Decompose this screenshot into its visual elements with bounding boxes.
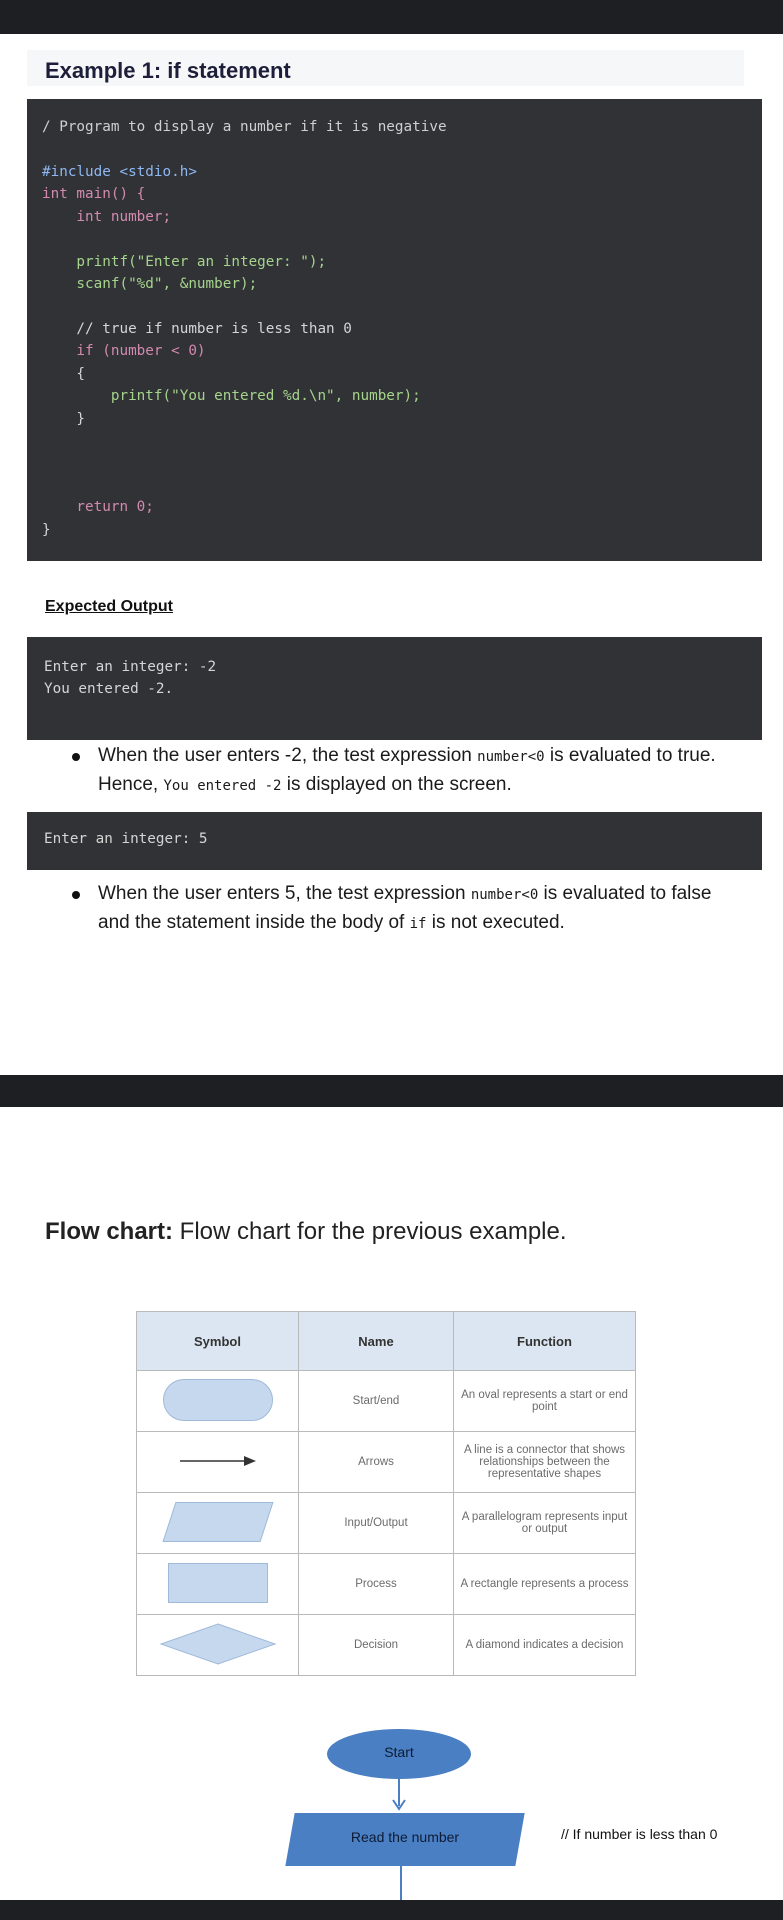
symbol-name: Process — [299, 1554, 454, 1615]
symbol-function: A line is a connector that shows relationships between the representative shapes — [454, 1432, 636, 1493]
bottom-bar — [0, 1900, 783, 1920]
output-line: Enter an integer: 5 — [44, 831, 208, 847]
symbol-function: An oval represents a start or end point — [454, 1371, 636, 1432]
symbol-name: Decision — [299, 1615, 454, 1676]
column-header: Name — [299, 1312, 454, 1371]
code-line: if (number < 0) — [42, 343, 206, 359]
code-line: } — [42, 522, 51, 538]
flowchart-read-label: Read the number — [350, 1829, 460, 1845]
symbol-function: A parallelogram represents input or output — [454, 1493, 636, 1554]
page-title: Example 1: if statement — [45, 58, 291, 83]
inline-code: You entered -2 — [163, 778, 282, 794]
list-item: When the user enters 5, the test expression number<0 is evaluated to false and the statement inside the body of if is not executed. — [98, 880, 738, 938]
symbol-function: A diamond indicates a decision — [454, 1615, 636, 1676]
symbol-name: Arrows — [299, 1432, 454, 1493]
inline-code: number<0 — [470, 887, 539, 903]
code-line: } — [42, 411, 86, 427]
flowchart-read-node — [290, 1813, 520, 1866]
output-line: Enter an integer: -2 — [44, 659, 217, 675]
code-line: / Program to display a number if it is negative — [42, 119, 447, 135]
code-line: printf("You entered %d.\n", number); — [42, 388, 421, 404]
symbol-name: Input/Output — [299, 1493, 454, 1554]
flow-chart-heading: Flow chart: Flow chart for the previous example. — [45, 1218, 567, 1245]
code-line: int main() { — [42, 186, 146, 202]
symbol-name: Start/end — [299, 1371, 454, 1432]
inline-code: if — [409, 916, 427, 932]
code-line: { — [42, 366, 86, 382]
code-line: scanf("%d", &number); — [42, 276, 258, 292]
code-line: return 0; — [42, 499, 154, 515]
column-header: Function — [454, 1312, 636, 1371]
code-line: printf("Enter an integer: "); — [42, 254, 327, 270]
inline-code: number<0 — [477, 749, 545, 765]
flowchart-start-node: Start — [327, 1729, 471, 1779]
list-item: When the user enters -2, the test expression number<0 is evaluated to true. Hence, You entered -2 is displayed on the screen. — [98, 742, 738, 800]
code-line: int number; — [42, 209, 172, 225]
code-line: #include <stdio.h> — [42, 164, 197, 180]
expected-output-heading: Expected Output — [45, 598, 174, 615]
flowchart-comment: // If number is less than 0 — [561, 1826, 718, 1842]
code-line: // true if number is less than 0 — [42, 321, 352, 337]
symbol-function: A rectangle represents a process — [454, 1554, 636, 1615]
output-line: You entered -2. — [44, 681, 174, 697]
column-header: Symbol — [137, 1312, 299, 1371]
